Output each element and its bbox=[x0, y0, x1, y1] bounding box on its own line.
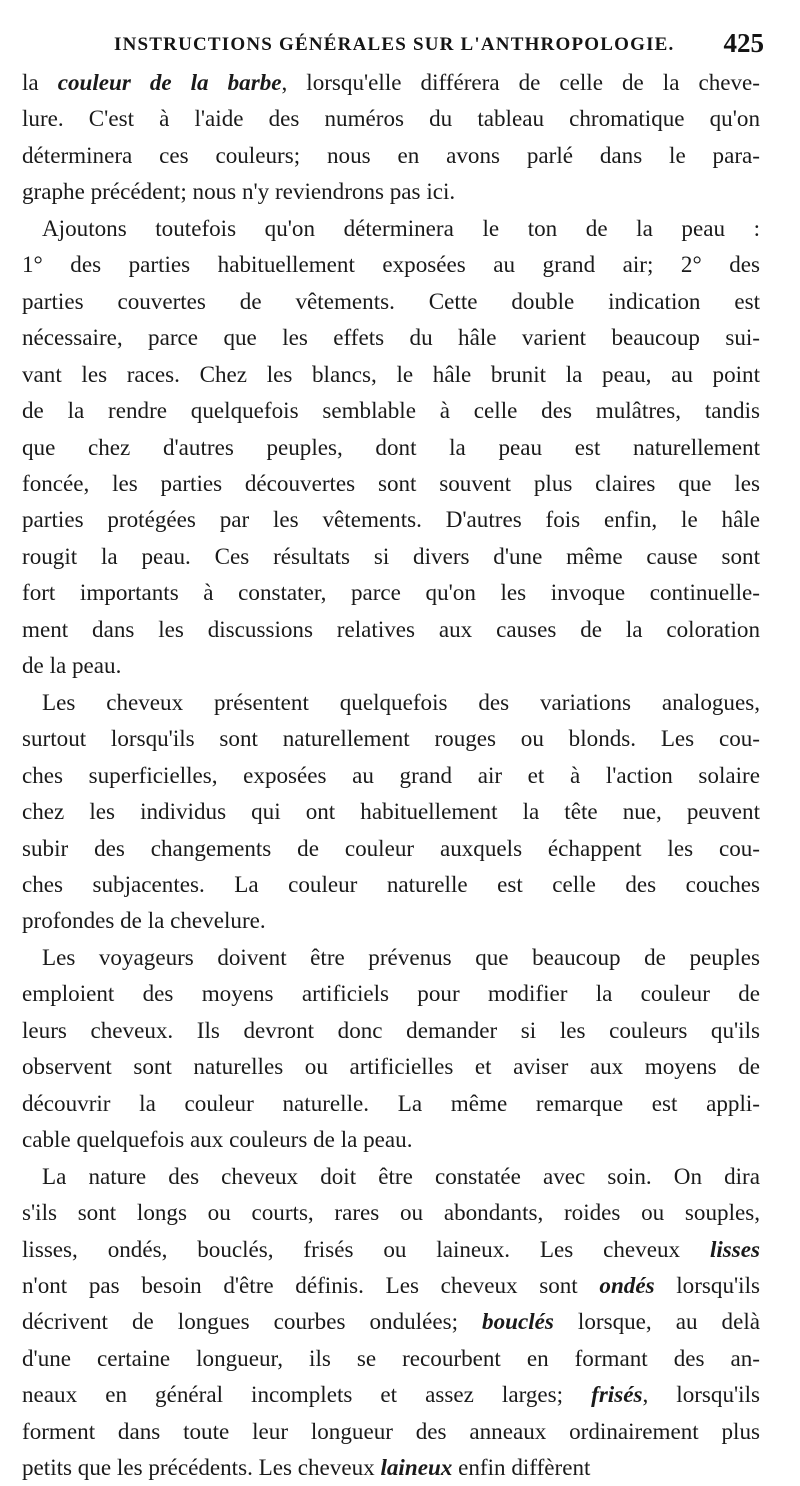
text-line bbox=[22, 647, 760, 683]
text-run: de la rendre quelquefois semblable à celle des mulâtres, tandis bbox=[22, 397, 760, 424]
text-run: lorsque, au delà bbox=[553, 1308, 761, 1335]
text-run: observent sont naturelles ou artificielles et aviser aux moyens de bbox=[22, 1053, 760, 1080]
paragraph bbox=[22, 1158, 760, 1486]
paragraph bbox=[22, 684, 760, 939]
text-run: de la peau. bbox=[22, 652, 122, 679]
text-run: n'ont pas besoin d'être définis. Les cheveux sont bbox=[22, 1271, 600, 1298]
text-line bbox=[22, 1121, 760, 1157]
text-run: que chez d'autres peuples, dont la peau est naturellement bbox=[22, 433, 760, 460]
text-line bbox=[22, 210, 760, 246]
italic-term: bouclés bbox=[482, 1308, 554, 1335]
text-line bbox=[22, 356, 760, 392]
text-line bbox=[22, 1048, 760, 1084]
text-line bbox=[22, 611, 760, 647]
body-text bbox=[22, 64, 760, 1486]
text-run: profondes de la chevelure. bbox=[22, 907, 266, 934]
text-run: subir des changements de couleur auxquels échappent les cou- bbox=[22, 834, 760, 861]
text-run: la bbox=[22, 69, 58, 95]
text-run: 1° des parties habituellement exposées au grand air; 2° des bbox=[22, 251, 760, 278]
text-run: neaux en général incomplets et assez larges; bbox=[22, 1381, 592, 1408]
text-line bbox=[22, 1012, 760, 1048]
text-line bbox=[22, 793, 760, 829]
text-line bbox=[22, 501, 760, 537]
italic-term: ondés bbox=[599, 1271, 655, 1298]
text-line bbox=[22, 64, 760, 100]
text-run: cable quelquefois aux couleurs de la peau. bbox=[22, 1126, 413, 1153]
text-line bbox=[22, 1085, 760, 1121]
text-line bbox=[22, 173, 760, 209]
text-run: , lorsqu'ils bbox=[642, 1381, 760, 1408]
page-number: 425 bbox=[723, 28, 764, 58]
text-run: fort importants à constater, parce qu'on les invoque continuelle- bbox=[22, 579, 760, 606]
text-run: nécessaire, parce que les effets du hâle varient beaucoup sui- bbox=[22, 324, 760, 351]
text-line bbox=[22, 137, 760, 173]
text-line bbox=[22, 1340, 760, 1376]
text-run: d'une certaine longueur, ils se recourbent en formant des an- bbox=[22, 1344, 760, 1371]
paragraph bbox=[22, 210, 760, 684]
text-run: rougit la peau. Ces résultats si divers d'une même cause sont bbox=[22, 542, 760, 569]
text-line bbox=[22, 1376, 760, 1412]
text-line bbox=[22, 866, 760, 902]
text-run: lisses, ondés, bouclés, frisés ou laineux. Les cheveux bbox=[22, 1235, 710, 1262]
text-run: emploient des moyens artificiels pour modifier la couleur de bbox=[22, 980, 760, 1007]
text-run: , lorsqu'elle différera de celle de la cheve- bbox=[281, 69, 760, 95]
text-run: graphe précédent; nous n'y reviendrons pas ici. bbox=[22, 178, 456, 205]
text-line bbox=[22, 1449, 760, 1485]
italic-term: laineux bbox=[380, 1454, 453, 1481]
text-run: chez les individus qui ont habituellement la tête nue, peuvent bbox=[22, 798, 760, 825]
text-line bbox=[22, 100, 760, 136]
text-line bbox=[22, 1158, 760, 1194]
text-line bbox=[22, 720, 760, 756]
text-line bbox=[22, 1194, 760, 1230]
text-run: vant les races. Chez les blancs, le hâle brunit la peau, au point bbox=[22, 360, 760, 387]
text-line bbox=[22, 392, 760, 428]
running-title: INSTRUCTIONS GÉNÉRALES SUR L'ANTHROPOLOGIE. bbox=[114, 34, 675, 55]
text-run: Les voyageurs doivent être prévenus que beaucoup de peuples bbox=[42, 943, 760, 970]
text-run: leurs cheveux. Ils devront donc demander si les couleurs qu'ils bbox=[22, 1016, 760, 1043]
text-line bbox=[22, 429, 760, 465]
italic-term: couleur de la barbe bbox=[57, 69, 282, 95]
text-line bbox=[22, 939, 760, 975]
text-line bbox=[22, 1231, 760, 1267]
text-run: lure. C'est à l'aide des numéros du tableau chromatique qu'on bbox=[22, 105, 760, 132]
text-line bbox=[22, 246, 760, 282]
text-run: foncée, les parties découvertes sont souvent plus claires que les bbox=[22, 469, 760, 496]
text-run: parties couvertes de vêtements. Cette double indication est bbox=[22, 287, 760, 314]
text-run: ment dans les discussions relatives aux causes de la coloration bbox=[22, 615, 760, 642]
text-run: lorsqu'ils bbox=[654, 1271, 760, 1298]
text-run: déterminera ces couleurs; nous en avons parlé dans le para- bbox=[22, 141, 760, 168]
italic-term: lisses bbox=[709, 1235, 760, 1262]
text-run: s'ils sont longs ou courts, rares ou abondants, roides ou souples, bbox=[22, 1199, 760, 1226]
text-line bbox=[22, 902, 760, 938]
text-line bbox=[22, 283, 760, 319]
text-run: parties protégées par les vêtements. D'autres fois enfin, le hâle bbox=[22, 506, 760, 533]
text-run: Ajoutons toutefois qu'on déterminera le ton de la peau : bbox=[42, 214, 760, 241]
text-line bbox=[22, 1267, 760, 1303]
running-header bbox=[22, 28, 764, 64]
text-line bbox=[22, 538, 760, 574]
text-line bbox=[22, 757, 760, 793]
text-run: Les cheveux présentent quelquefois des variations analogues, bbox=[42, 688, 760, 715]
paragraph bbox=[22, 939, 760, 1158]
text-line bbox=[22, 975, 760, 1011]
text-run: petits que les précédents. Les cheveux bbox=[22, 1454, 381, 1481]
text-run: La nature des cheveux doit être constatée avec soin. On dira bbox=[42, 1162, 760, 1189]
text-line bbox=[22, 465, 760, 501]
text-run: enfin diffèrent bbox=[452, 1454, 591, 1481]
text-line bbox=[22, 1303, 760, 1339]
text-line bbox=[22, 830, 760, 866]
text-line bbox=[22, 574, 760, 610]
text-line bbox=[22, 319, 760, 355]
text-run: forment dans toute leur longueur des anneaux ordinairement plus bbox=[22, 1417, 760, 1444]
text-line bbox=[22, 684, 760, 720]
paragraph bbox=[22, 64, 760, 210]
italic-term: frisés bbox=[591, 1381, 643, 1408]
text-run: découvrir la couleur naturelle. La même remarque est appli- bbox=[22, 1089, 760, 1116]
text-run: ches superficielles, exposées au grand air et à l'action solaire bbox=[22, 761, 760, 788]
text-run: ches subjacentes. La couleur naturelle est celle des couches bbox=[22, 870, 760, 897]
text-run: décrivent de longues courbes ondulées; bbox=[22, 1308, 483, 1335]
text-line bbox=[22, 1413, 760, 1449]
text-run: surtout lorsqu'ils sont naturellement rouges ou blonds. Les cou- bbox=[22, 725, 760, 752]
